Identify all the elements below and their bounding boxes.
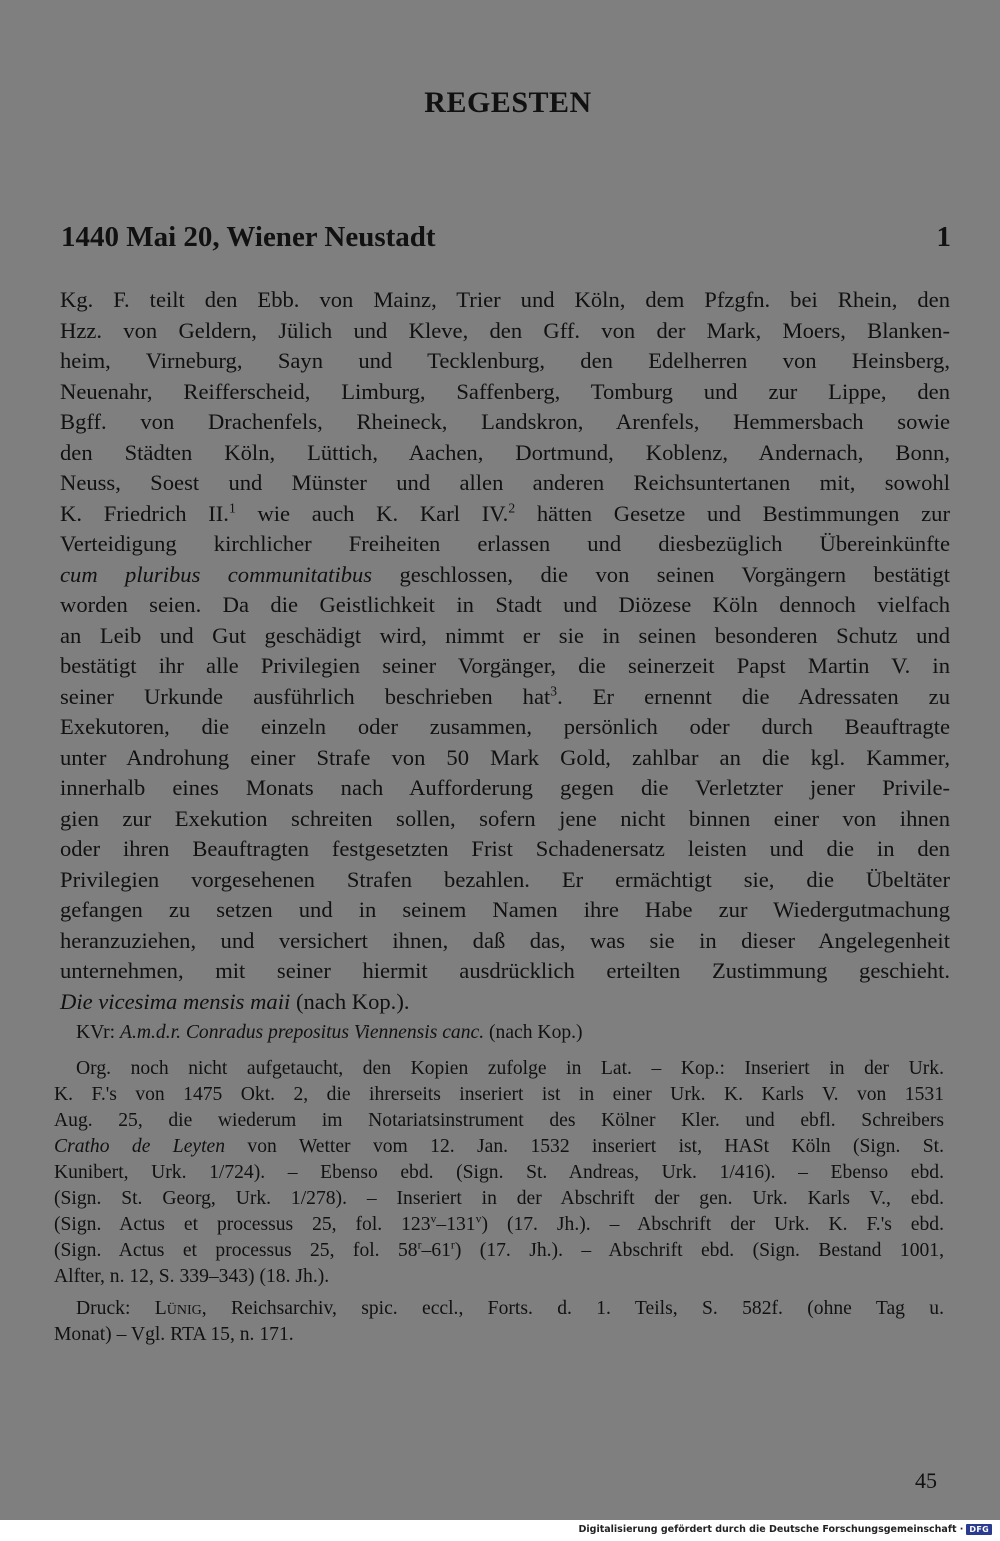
kvr-label: KVr: [76,1022,120,1043]
critical-apparatus [54,1020,944,1348]
footnote-ref: 2 [508,499,516,515]
text-line: heim, Virneburg, Sayn und Tecklenburg, den Edelherren von Heinsberg, [60,348,950,373]
text-line: heranzuziehen, und versichert ihnen, daß das, was sie in dieser Angelegenheit [60,927,950,953]
text-line: unternehmen, mit seiner hiermit ausdrücklich erteilten Zustimmung geschieht. [60,958,950,983]
text-line: Kunibert, Urk. 1/724). – Ebenso ebd. (Sign. St. Andreas, Urk. 1/416). – Ebenso ebd. [54,1162,944,1183]
text-line: Org. noch nicht aufgetaucht, den Kopien zufolge in Lat. – Kop.: Inseriert in der Urk. [76,1058,944,1079]
text-segment: ) (17. Jh.). – Abschrift ebd. (Sign. Bestand 1001, [454,1240,944,1261]
text-line: Hzz. von Geldern, Jülich und Kleve, den Gff. von der Mark, Moers, Blanken- [60,317,950,343]
text-line: K. F.'s von 1475 Okt. 2, die ihrerseits inseriert ist in einer Urk. K. Karls V. von 1531 [54,1084,944,1105]
text-line: Aug. 25, die wiederum im Notariatsinstrument des Kölner Kler. und ebfl. Schreibers [54,1110,944,1131]
regest-text [60,285,950,1017]
text-segment: K. Friedrich II. [60,500,229,526]
text-segment: (nach Kop.) [484,1022,583,1043]
dfg-footer [579,1524,992,1535]
text-line: Exekutoren, die einzeln oder zusammen, persönlich oder durch Beauftragte [60,714,950,739]
text-line [54,1238,944,1264]
text-line: Bgff. von Drachenfels, Rheineck, Landskron, Arenfels, Hemmersbach sowie [60,409,950,434]
text-segment: geschlossen, die von seinen Vorgängern bestätigt [372,561,950,587]
text-segment: ) (17. Jh.). – Abschrift der Urk. K. F.'s ebd. [481,1214,944,1235]
text-line: worden seien. Da die Geistlichkeit in Stadt und Diözese Köln dennoch vielfach [60,592,950,617]
text-line: Privilegien vorgesehenen Strafen bezahlen. Er ermächtigt sie, die Übeltäter [60,866,950,892]
text-line: Neuenahr, Reifferscheid, Limburg, Saffenberg, Tomburg und zur Lippe, den [60,378,950,404]
text-line [60,682,950,713]
folio-side: r [450,1238,455,1252]
text-segment: (Sign. Actus et processus 25, fol. 123 [54,1214,431,1235]
text-line [76,1020,944,1046]
text-line: gien zur Exekution schreiten sollen, sofern jene nicht binnen einer von ihnen [60,805,950,831]
folio-side: r [417,1238,422,1252]
text-line: (Sign. St. Georg, Urk. 1/278). – Inseriert in der Abschrift der gen. Urk. Karls V., ebd. [54,1188,944,1209]
text-line: innerhalb eines Monats nach Aufforderung gegen die Verletzter jener Privile- [60,775,950,800]
text-line: an Leib und Gut geschädigt wird, nimmt er sie in seinen besonderen Schutz und [60,622,950,648]
text-segment: von Wetter vom 12. Jan. 1532 inseriert ist, HASt Köln (Sign. St. [225,1136,944,1157]
text-segment: (nach Kop.). [290,988,410,1014]
latin-phrase: A.m.d.r. Conradus prepositus Viennensis canc. [120,1022,485,1043]
print-reference-note [54,1296,944,1348]
text-line [54,1212,944,1238]
folio-side: v [475,1212,482,1226]
original-copies-note [54,1056,944,1290]
text-segment: –61 [421,1240,451,1261]
footnote-ref: 1 [228,499,236,515]
text-segment: . Er ernennt die Adressaten zu [557,683,951,709]
dfg-logo-icon: DFG [966,1524,992,1535]
page-heading: REGESTEN [424,86,592,119]
text-line: Verteidigung kirchlicher Freiheiten erlassen und diesbezüglich Übereinkünfte [60,531,950,556]
kvr-note [54,1020,944,1046]
footnote-ref: 3 [550,682,558,698]
text-line: gefangen zu setzen und in seinem Namen ihre Habe zur Wiedergutmachung [60,897,950,922]
text-segment: wie auch K. Karl IV. [235,500,509,526]
text-line [60,499,950,530]
latin-phrase: cum pluribus communitatibus [60,561,373,587]
funding-note: Digitalisierung gefördert durch die Deutsche Forschungsgemeinschaft · [578,1524,964,1535]
text-line [60,560,950,591]
text-line: bestätigt ihr alle Privilegien seiner Vorgänger, die seinerzeit Papst Martin V. in [60,653,950,678]
text-line: Kg. F. teilt den Ebb. von Mainz, Trier und Köln, dem Pfzgfn. bei Rhein, den [60,287,950,312]
entry-header [61,221,951,261]
text-line: den Städten Köln, Lüttich, Aachen, Dortmund, Koblenz, Andernach, Bonn, [60,439,950,465]
text-segment: , Reichsarchiv, spic. eccl., Forts. d. 1. Teils, S. 582f. (ohne Tag u. [201,1298,944,1319]
entry-number: 1 [936,221,951,253]
text-segment: –131 [436,1214,476,1235]
text-line: Alfter, n. 12, S. 339–343) (18. Jh.). [54,1266,330,1287]
text-line: unter Androhung einer Strafe von 50 Mark Gold, zahlbar an die kgl. Kammer, [60,744,950,770]
page-number: 45 [915,1468,937,1493]
text-segment: (Sign. Actus et processus 25, fol. 58 [54,1240,418,1261]
text-segment: hätten Gesetze und Bestimmungen zur [515,500,951,526]
text-line [54,1134,944,1160]
text-line: Monat) – Vgl. RTA 15, n. 171. [54,1324,294,1345]
latin-phrase: Die vicesima mensis maii [60,988,291,1014]
text-line: oder ihren Beauftragten festgesetzten Frist Schadenersatz leisten und die in den [60,836,950,861]
text-segment: seiner Urkunde ausführlich beschrieben hat [60,683,551,709]
druck-label: Druck: [76,1298,155,1319]
text-line [54,1296,944,1322]
person-name: Cratho de Leyten [54,1136,226,1157]
entry-date-place: 1440 Mai 20, Wiener Neustadt [61,221,436,253]
author-name: Lünig [154,1298,202,1319]
folio-side: v [430,1212,437,1226]
text-line [60,987,950,1018]
text-line: Neuss, Soest und Münster und allen anderen Reichsuntertanen mit, sowohl [60,470,950,495]
